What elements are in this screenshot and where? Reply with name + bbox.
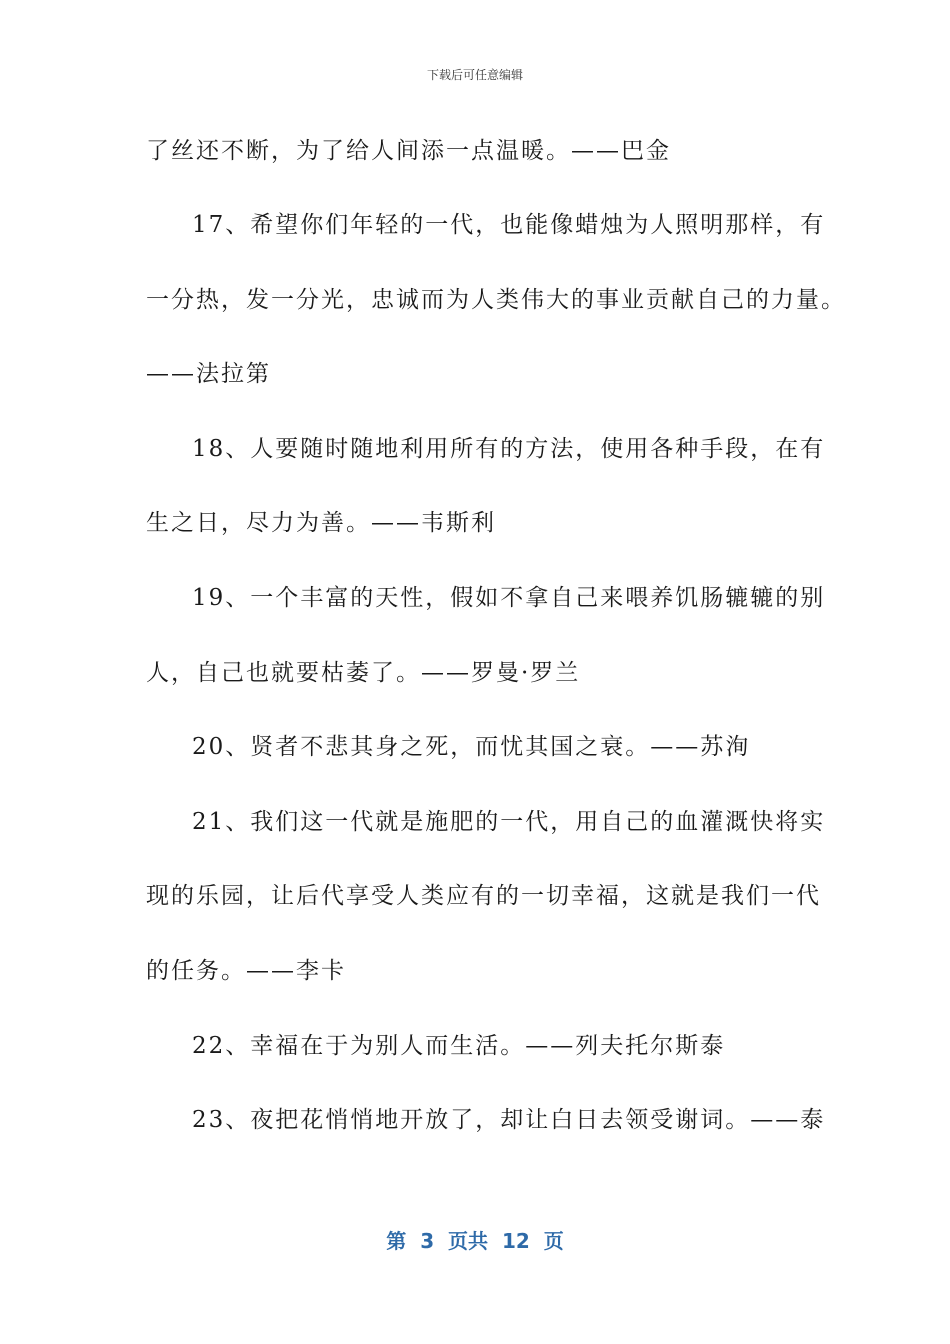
page-footer: 第 3 页共 12 页 <box>386 1229 564 1253</box>
text-line: 生之日，尽力为善。——韦斯利 <box>146 510 496 536</box>
text-line: 人，自己也就要枯萎了。——罗曼·罗兰 <box>146 660 581 686</box>
text-line: 17、希望你们年轻的一代，也能像蜡烛为人照明那样，有 <box>192 212 826 238</box>
text-line: 20、贤者不悲其身之死，而忧其国之衰。——苏洵 <box>192 734 751 760</box>
text-line: 22、幸福在于为别人而生活。——列夫托尔斯泰 <box>192 1033 726 1059</box>
text-line: 的任务。——李卡 <box>146 958 346 984</box>
text-line: ——法拉第 <box>146 361 271 387</box>
text-line: 19、一个丰富的天性，假如不拿自己来喂养饥肠辘辘的别 <box>192 585 826 611</box>
text-line: 21、我们这一代就是施肥的一代，用自己的血灌溉快将实 <box>192 809 826 835</box>
text-line: 23、夜把花悄悄地开放了，却让白日去领受谢词。——泰 <box>192 1107 826 1133</box>
page-header: 下载后可任意编辑 <box>426 68 523 82</box>
text-line: 一分热，发一分光，忠诚而为人类伟大的事业贡献自己的力量。 <box>146 287 846 313</box>
text-line: 现的乐园，让后代享受人类应有的一切幸福，这就是我们一代 <box>146 883 821 909</box>
text-line: 了丝还不断，为了给人间添一点温暖。——巴金 <box>146 138 671 164</box>
text-line: 18、人要随时随地利用所有的方法，使用各种手段，在有 <box>192 436 826 462</box>
